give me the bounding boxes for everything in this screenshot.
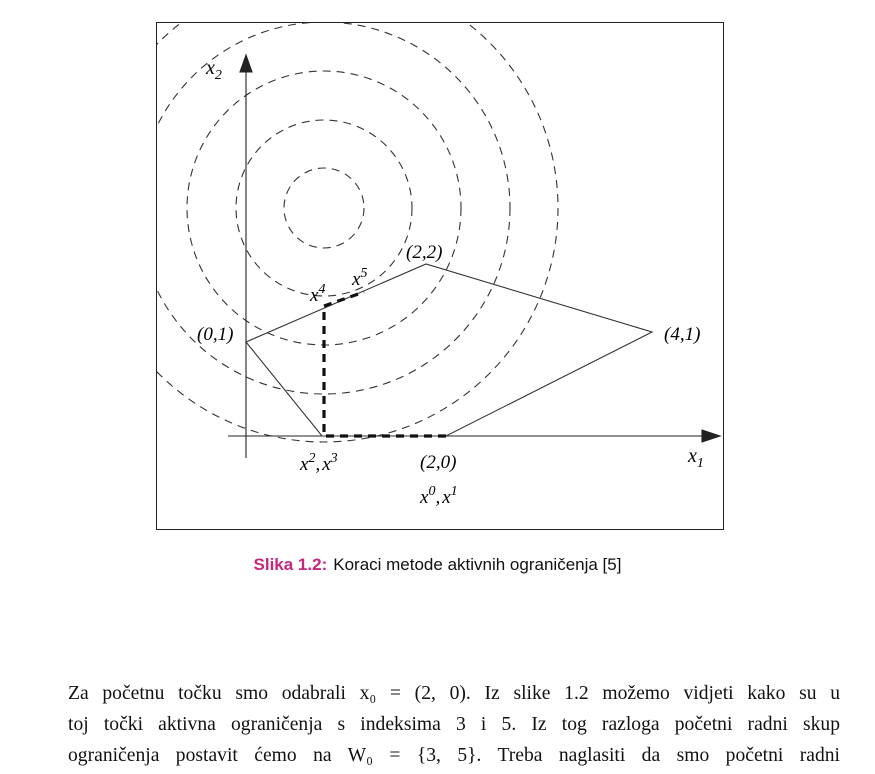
iterate-label-x4: $x^4$ [310,282,326,306]
point-label-2-2: (2,2) [406,242,443,263]
contour-circle-4 [138,22,510,394]
paragraph-line: ograničenja postavit ćemo na W₀ = {3, 5}. Treba naglasiti da smo početni radni [68,745,840,766]
contour-circle-3 [187,71,461,345]
paragraph-line: Za početnu točku smo odabrali x₀ = (2, 0). Iz slike 1.2 možemo vidjeti kako su u [68,683,840,704]
body-paragraph [68,678,840,771]
figure-caption [0,555,875,575]
x2-axis-arrow [240,55,252,72]
iterate-label-x5: $x^5$ [352,266,368,290]
iterate-label-x2-x3: $x^2$, $x^3$ [300,451,338,475]
x2-axis-label: $x_2$ [206,57,222,83]
point-label-4-1: (4,1) [664,324,701,345]
point-label-0-1: (0,1) [197,324,234,345]
feasible-region [246,264,652,436]
point-label-2-0: (2,0) [420,452,457,473]
x1-axis-arrow [702,430,720,442]
caption-text: Koraci metode aktivnih ograničenja [5] [333,555,622,574]
iterate-path [324,292,446,436]
x1-axis-label: $x_1$ [688,445,704,471]
contour-circle-1 [284,168,364,248]
contour-circle-2 [236,120,412,296]
iterate-label-x0-x1: $x^0$, $x^1$ [420,484,458,508]
caption-label: Slika 1.2: [253,555,328,574]
paragraph-line: toj točki aktivna ograničenja s indeksima 3 i 5. Iz tog razloga početni radni skup [68,714,840,735]
